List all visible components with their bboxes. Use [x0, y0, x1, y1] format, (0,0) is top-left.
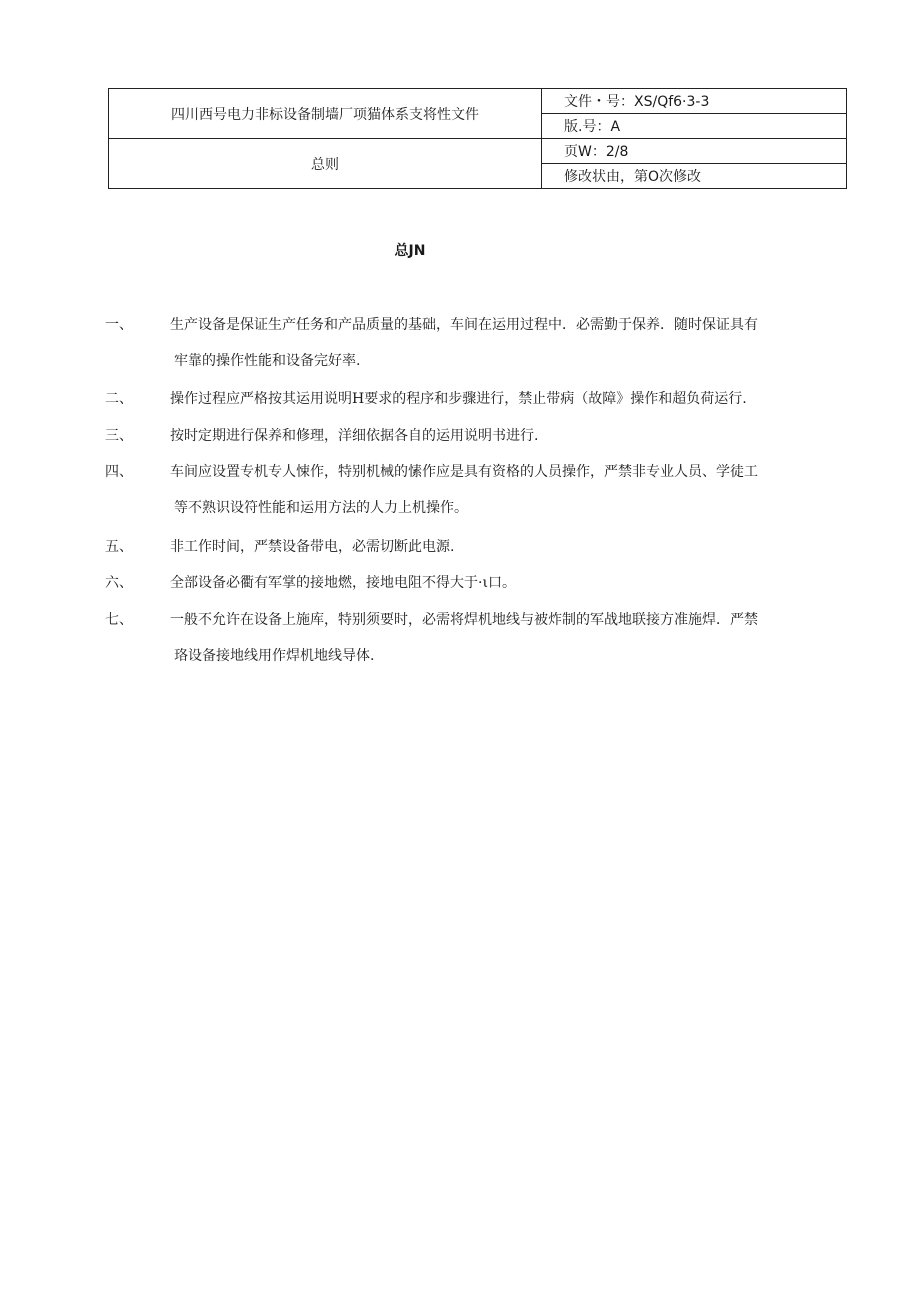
- item-text: 一般不允许在设备上施库，特别须要时，必需将焊机地线与被炸制的军战地联接方准施焊．严禁: [170, 612, 758, 628]
- item-text: 按时定期进行保养和修理，洋细依据各自的运用说明书进行.: [170, 428, 539, 444]
- revision-status: 修改状由，第O次修改: [542, 164, 847, 189]
- version-number: 版.号：A: [542, 114, 847, 139]
- section-name: 总则: [109, 139, 542, 189]
- item-number: 四、: [105, 464, 133, 480]
- file-number: 文件・号：XS/Qf6·3-3: [542, 89, 847, 114]
- item-text: 非工作时间，严禁设备带电，必需切断此电源.: [170, 539, 455, 555]
- item-text: 全部设备必衢有军掌的接地燃，接地电阻不得大于·ι口。: [170, 575, 516, 591]
- item-text: 等不熟识设符性能和运用方法的人力上机操作。: [174, 500, 468, 516]
- item-number: 五、: [105, 539, 133, 555]
- item-text: 珞设备接地线用作焊机地线导体.: [174, 648, 375, 664]
- item-number: 一、: [105, 317, 133, 333]
- document-title: 总JN: [394, 243, 426, 259]
- item-text: 车间应设置专机专人悚作，特别机械的愫作应是具有资格的人员操作，严禁非专业人员、学徒工: [170, 464, 758, 480]
- item-number: 三、: [105, 428, 133, 444]
- item-number: 二、: [105, 391, 133, 407]
- item-text: 生产设备是保证生产任务和产品质量的基础，车间在运用过程中．必需勤于保养．随时保证具有: [170, 317, 758, 333]
- page-number: 页W：2/8: [542, 139, 847, 164]
- company-title: 四川西号电力非标设备制墙厂项猫体系支将性文件: [109, 89, 542, 139]
- item-number: 七、: [105, 612, 133, 628]
- item-number: 六、: [105, 575, 133, 591]
- item-text: 操作过程应严格按其运用说明H要求的程序和步骤进行，禁止带病（故障》操作和超负荷运行.: [170, 391, 747, 407]
- document-header-table: [108, 88, 847, 189]
- item-text: 牢靠的操作性能和设备完好率.: [174, 353, 361, 369]
